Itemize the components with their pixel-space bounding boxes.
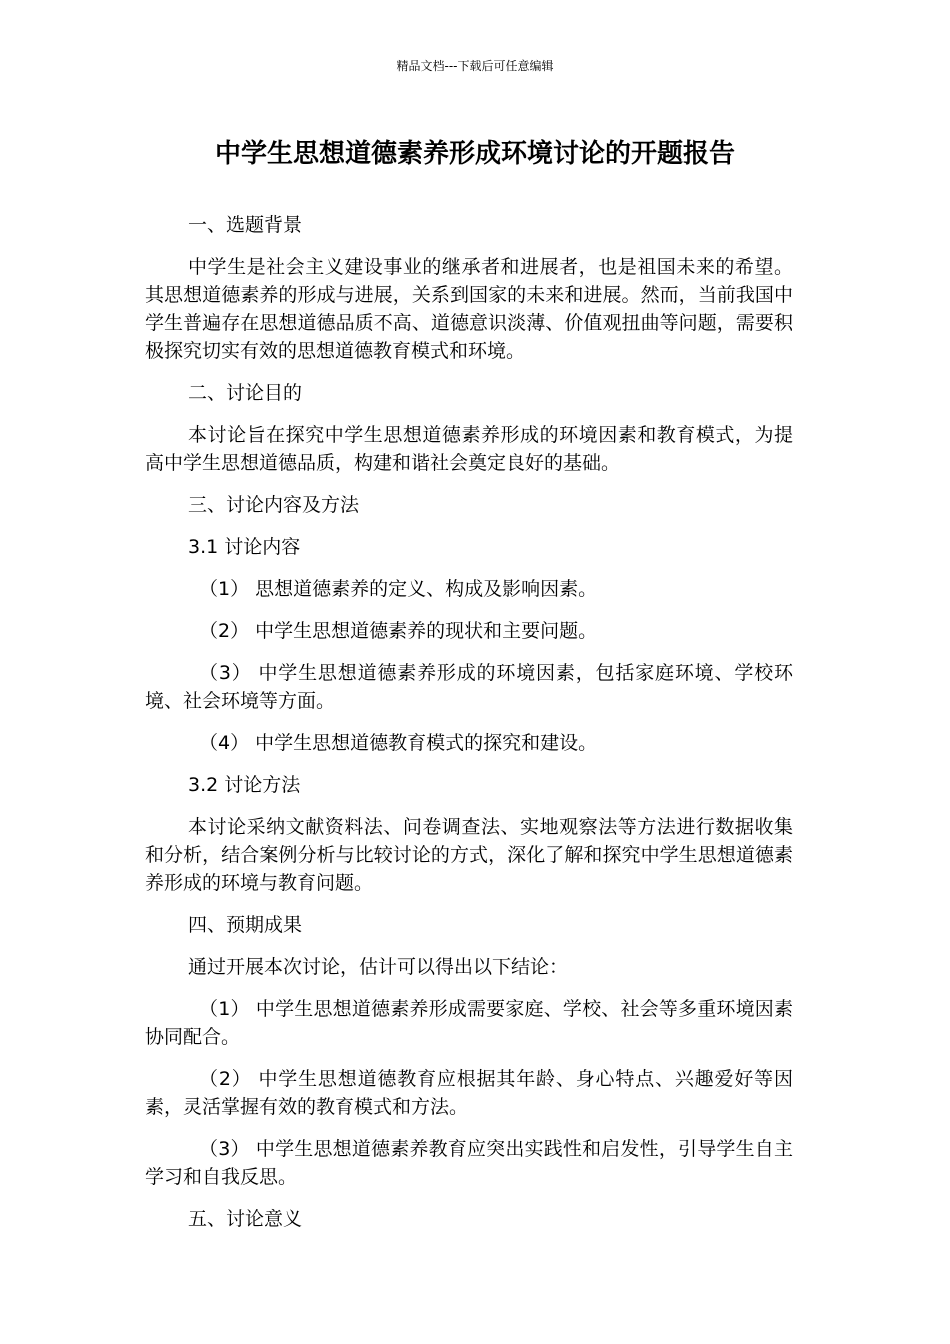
paragraph-purpose: 本讨论旨在探究中学生思想道德素养形成的环境因素和教育模式，为提高中学生思想道德品质，构建和谐社会奠定良好的基础。 — [145, 424, 793, 474]
document-body — [145, 211, 793, 1247]
section-heading-background: 一、选题背景 — [188, 214, 303, 236]
page-header: 精品文档---下载后可任意编辑 — [396, 59, 554, 73]
list-item-content-1: （1） 思想道德素养的定义、构成及影响因素。 — [199, 578, 598, 600]
list-item-expected-3: （3） 中学生思想道德素养教育应突出实践性和启发性，引导学生自主学习和自我反思。 — [145, 1138, 793, 1188]
list-item-content-4: （4） 中学生思想道德教育模式的探究和建设。 — [199, 732, 598, 754]
subsection-heading-content: 3.1 讨论内容 — [188, 536, 301, 558]
list-item-expected-1: （1） 中学生思想道德素养形成需要家庭、学校、社会等多重环境因素协同配合。 — [145, 998, 793, 1048]
section-heading-expected-results: 四、预期成果 — [188, 914, 303, 936]
paragraph-expected-intro: 通过开展本次讨论，估计可以得出以下结论： — [188, 956, 569, 978]
document-title: 中学生思想道德素养形成环境讨论的开题报告 — [214, 139, 735, 169]
list-item-content-2: （2） 中学生思想道德素养的现状和主要问题。 — [199, 620, 598, 642]
paragraph-background: 中学生是社会主义建设事业的继承者和进展者，也是祖国未来的希望。其思想道德素养的形成与进展，关系到国家的未来和进展。然而，当前我国中学生普遍存在思想道德品质不高、道德意识淡薄、价值观扭曲等问题，需要积极探究切实有效的思想道德教育模式和环境。 — [145, 256, 793, 362]
section-heading-content-method: 三、讨论内容及方法 — [188, 494, 360, 516]
section-heading-purpose: 二、讨论目的 — [188, 382, 303, 404]
paragraph-method: 本讨论采纳文献资料法、问卷调查法、实地观察法等方法进行数据收集和分析，结合案例分析与比较讨论的方式，深化了解和探究中学生思想道德素养形成的环境与教育问题。 — [145, 816, 793, 894]
section-heading-significance: 五、讨论意义 — [188, 1208, 303, 1230]
subsection-heading-method: 3.2 讨论方法 — [188, 774, 301, 796]
list-item-content-3: （3） 中学生思想道德素养形成的环境因素，包括家庭环境、学校环境、社会环境等方面。 — [145, 662, 793, 712]
list-item-expected-2: （2） 中学生思想道德教育应根据其年龄、身心特点、兴趣爱好等因素，灵活掌握有效的教育模式和方法。 — [145, 1068, 793, 1118]
